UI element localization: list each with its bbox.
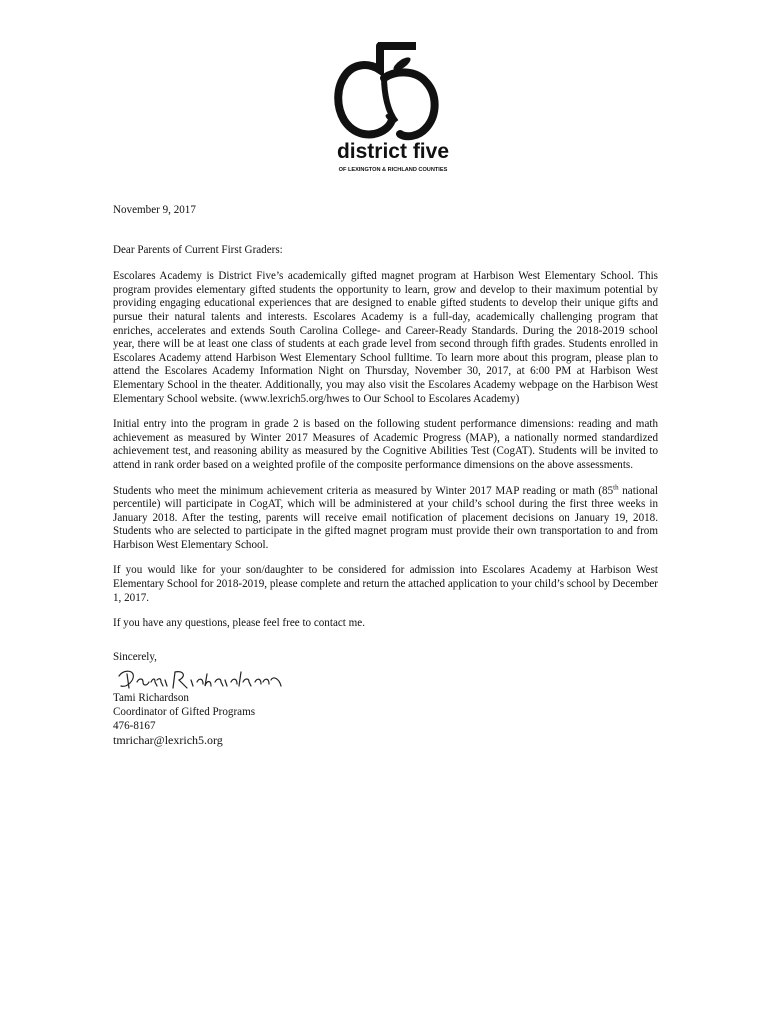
paragraph-questions: If you have any questions, please feel free to contact me. <box>113 617 365 630</box>
paragraph-cogat-testing <box>113 482 658 553</box>
logo-name: district five <box>336 140 450 163</box>
signature-icon <box>113 666 293 692</box>
ordinal-suffix: th <box>613 482 619 491</box>
signer-title: Coordinator of Gifted Programs <box>113 706 256 719</box>
logo-subtitle: OF LEXINGTON & RICHLAND COUNTIES <box>338 167 448 173</box>
handwritten-signature <box>113 666 658 692</box>
closing: Sincerely, <box>113 650 157 663</box>
signer-phone: 476-8167 <box>113 719 156 732</box>
paragraph-entry-criteria: Initial entry into the program in grade 2 is based on the following student performance dimensions: reading and math achievement as measured by Winter 2017 Measures of Academic Progress (MAP), a nationally normed standardized achievement test, and reasoning ability as measured by the Cognitive Abilities Test (CogAT). Students will be invited to attend in rank order based on a weighted profile of the composite performance dimensions on the above assessments. <box>113 418 658 471</box>
salutation: Dear Parents of Current First Graders: <box>113 243 283 256</box>
paragraph-program-overview: Escolares Academy is District Five’s academically gifted magnet program at Harbison West Elementary School. This program provides elementary gifted students the opportunity to learn, grow and develop to their maximum potential by providing engaging educational experiences that are designed to enable gifted students to develop their unique gifts and pursue their natural talents and interests. Escolares Academy is a full-day, academically challenging program that enriches, accelerates and extends South Carolina College- and Career-Ready Standards. During the 2018-2019 school year, there will be at least one class of students at each grade level from second through fifth grades. Students enrolled in Escolares Academy attend Harbison West Elementary School fulltime. To learn more about this program, please plan to attend the Escolares Academy Information Night on Thursday, November 30, 2017, at 6:00 PM at Harbison West Elementary School in the theater. Additionally, you may also visit the Escolares Academy webpage on the Harbison West Elementary School website. (www.lexrich5.org/hwes to Our School to Escolares Academy) <box>113 270 658 405</box>
signer-name: Tami Richardson <box>113 692 189 705</box>
district-five-logo <box>318 40 468 175</box>
signer-email: tmrichar@lexrich5.org <box>113 733 223 748</box>
paragraph-application: If you would like for your son/daughter to be considered for admission into Escolares Academy at Harbison West Elementary School for 2018-2019, please complete and return the attached application to your child’s school by December 1, 2017. <box>113 564 658 604</box>
letter-date: November 9, 2017 <box>113 204 196 216</box>
paragraph-cogat-text-start: Students who meet the minimum achievement criteria as measured by Winter 2017 MAP reading or math (85 <box>113 484 614 497</box>
apple-five-logo-icon <box>318 40 468 175</box>
letter-body <box>113 204 658 748</box>
paragraph-cogat-text-end: national percentile) will participate in CogAT, which will be administered at your child’s school during the first three weeks in January 2018. After the testing, parents will receive email notification of placement decisions on January 19, 2018. Students who are selected to participate in the gifted magnet program must provide their own transportation to and from Harbison West Elementary School. <box>113 484 658 551</box>
